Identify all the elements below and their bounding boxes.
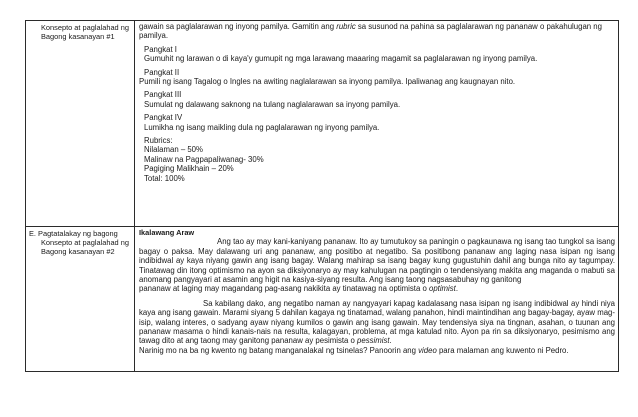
group-block: [139, 90, 615, 109]
row-label-cell: [26, 21, 135, 227]
rubric-word: rubric: [336, 22, 356, 31]
group-task: Lumikha ng isang maikling dula ng paglalarawan ng inyong pamilya.: [144, 122, 380, 132]
paragraph-optimist: [139, 284, 615, 293]
video-text-end: para malaman ang kuwento ni Pedro.: [436, 345, 569, 355]
discussion-text: [135, 227, 618, 358]
paragraph-video: [139, 346, 615, 355]
row-content-cell: [135, 227, 619, 372]
row-label: [26, 21, 134, 41]
day-title: Ikalawang Araw: [139, 228, 195, 237]
intro-paragraph: [139, 22, 615, 41]
group-task: Gumuhit ng larawan o di kaya'y gumupit ng mga larawang maaaring magamit sa paglalarawan ng inyong pamilya.: [144, 54, 538, 64]
table-row: [26, 21, 619, 227]
rubric-item: Pagiging Malikhain – 20%: [144, 164, 234, 174]
lesson-table: [25, 20, 619, 372]
rubrics-block: [139, 136, 615, 183]
row-label-cell: [26, 227, 135, 372]
group-label: Pangkat II: [144, 67, 180, 77]
group-label: Pangkat IV: [144, 113, 183, 123]
intro-text: gawain sa paglalarawan ng inyong pamilya. Gamitin ang: [139, 22, 337, 31]
pessimist-word: pessimist: [357, 336, 390, 346]
video-text: Narinig mo na ba ng kwento ng batang manganalakal ng tsinelas? Panoorin ang: [139, 345, 419, 355]
group-task: Pumili ng isang Tagalog o Ingles na awiting naglalarawan sa inyong pamilya. Ipaliwanag ang kaugnayan nito.: [139, 77, 516, 87]
group-label: Pangkat I: [144, 44, 177, 54]
paragraph-positive: Ang tao ay may kani-kaniyang pananaw. Ito ay tumutukoy sa paningin o pagkaunawa ng isang tao tungkol sa isang bagay o paksa. May dalawang uri ang pananaw, ang positibo at negatibo. Sa positibong pananaw ang laging nasa isipan ng isang indibidwal ay kaya niyang gawin ang isang bagay. Walang mahirap sa isang bagay kung gugustuhin dahil ang bunga nito ay tagumpay. Tinatawag din itong optimismo na ayon sa diksiyonaryo ay may kahulugan na pagtingin o tendensiyang makita ang maganda o mabuti sa anomang pangyayari at asamin ang higit na kasiya-siyang resulta. Ang isang taong nagsasabuhay ng ganitong: [139, 237, 615, 285]
rubric-item: Total: 100%: [144, 173, 185, 183]
intro-text-end: sa susunod na pahina sa paglalarawan ng pananaw o pakahulugan ng pamilya.: [139, 22, 602, 41]
row-label-line: Bagong kasanayan #1: [41, 32, 115, 41]
rubric-item: Nilalaman – 50%: [144, 145, 203, 155]
negative-end: .: [389, 336, 392, 346]
optimist-word: optimist: [428, 284, 456, 294]
optimist-end: .: [455, 284, 459, 294]
group-block: [139, 113, 615, 132]
negative-text: Sa kabilang dako, ang negatibo naman ay nangyayari kapag kadalasang nasa isipan ng isang indibidwal ay hindi niya kaya ang isang gawain. Marami siyang 5 dahilan kagaya ng tinatamad, walang panahon, hindi maintindihan ang bagay-bagay, ayaw mag-isip, walang interes, o sadyang ayaw niyang kumilos o gawin ang isang gawain. May tendensiya siya na tingnan, asahan, o tuunan ang pananaw masama o hindi kanais-nais na resulta, kalagayan, problema, at mga katulad nito. Ayon pa rin sa diksiyonaryo, pesimismo ang tawag dito at ang taong may ganitong pananaw ay pesimista o: [139, 298, 615, 346]
activity-instructions: [135, 21, 618, 186]
group-block: [139, 45, 615, 64]
row-label-line: Konsepto at paglalahad ng: [41, 23, 129, 32]
paragraph-negative: [139, 299, 615, 346]
row-label: [26, 227, 134, 256]
rubric-item: Malinaw na Pagpapaliwanag- 30%: [144, 154, 264, 164]
row-content-cell: [135, 21, 619, 227]
group-task: Sumulat ng dalawang saknong na tulang naglalarawan sa inyong pamilya.: [144, 99, 401, 109]
optimist-text: pananaw at laging may magandang pag-asang nakikita ay tinatawag na optimista o: [139, 284, 429, 294]
group-label: Pangkat III: [144, 90, 182, 100]
row-label-line: Bagong kasanayan #2: [41, 247, 115, 256]
group-block: [139, 68, 615, 87]
video-word: video: [418, 345, 437, 355]
rubrics-title: Rubrics:: [144, 136, 173, 146]
table-row: [26, 227, 619, 372]
row-label-line: E. Pagtatalakay ng bagong: [29, 229, 118, 238]
row-label-line: Konsepto at paglalahad ng: [41, 238, 129, 247]
